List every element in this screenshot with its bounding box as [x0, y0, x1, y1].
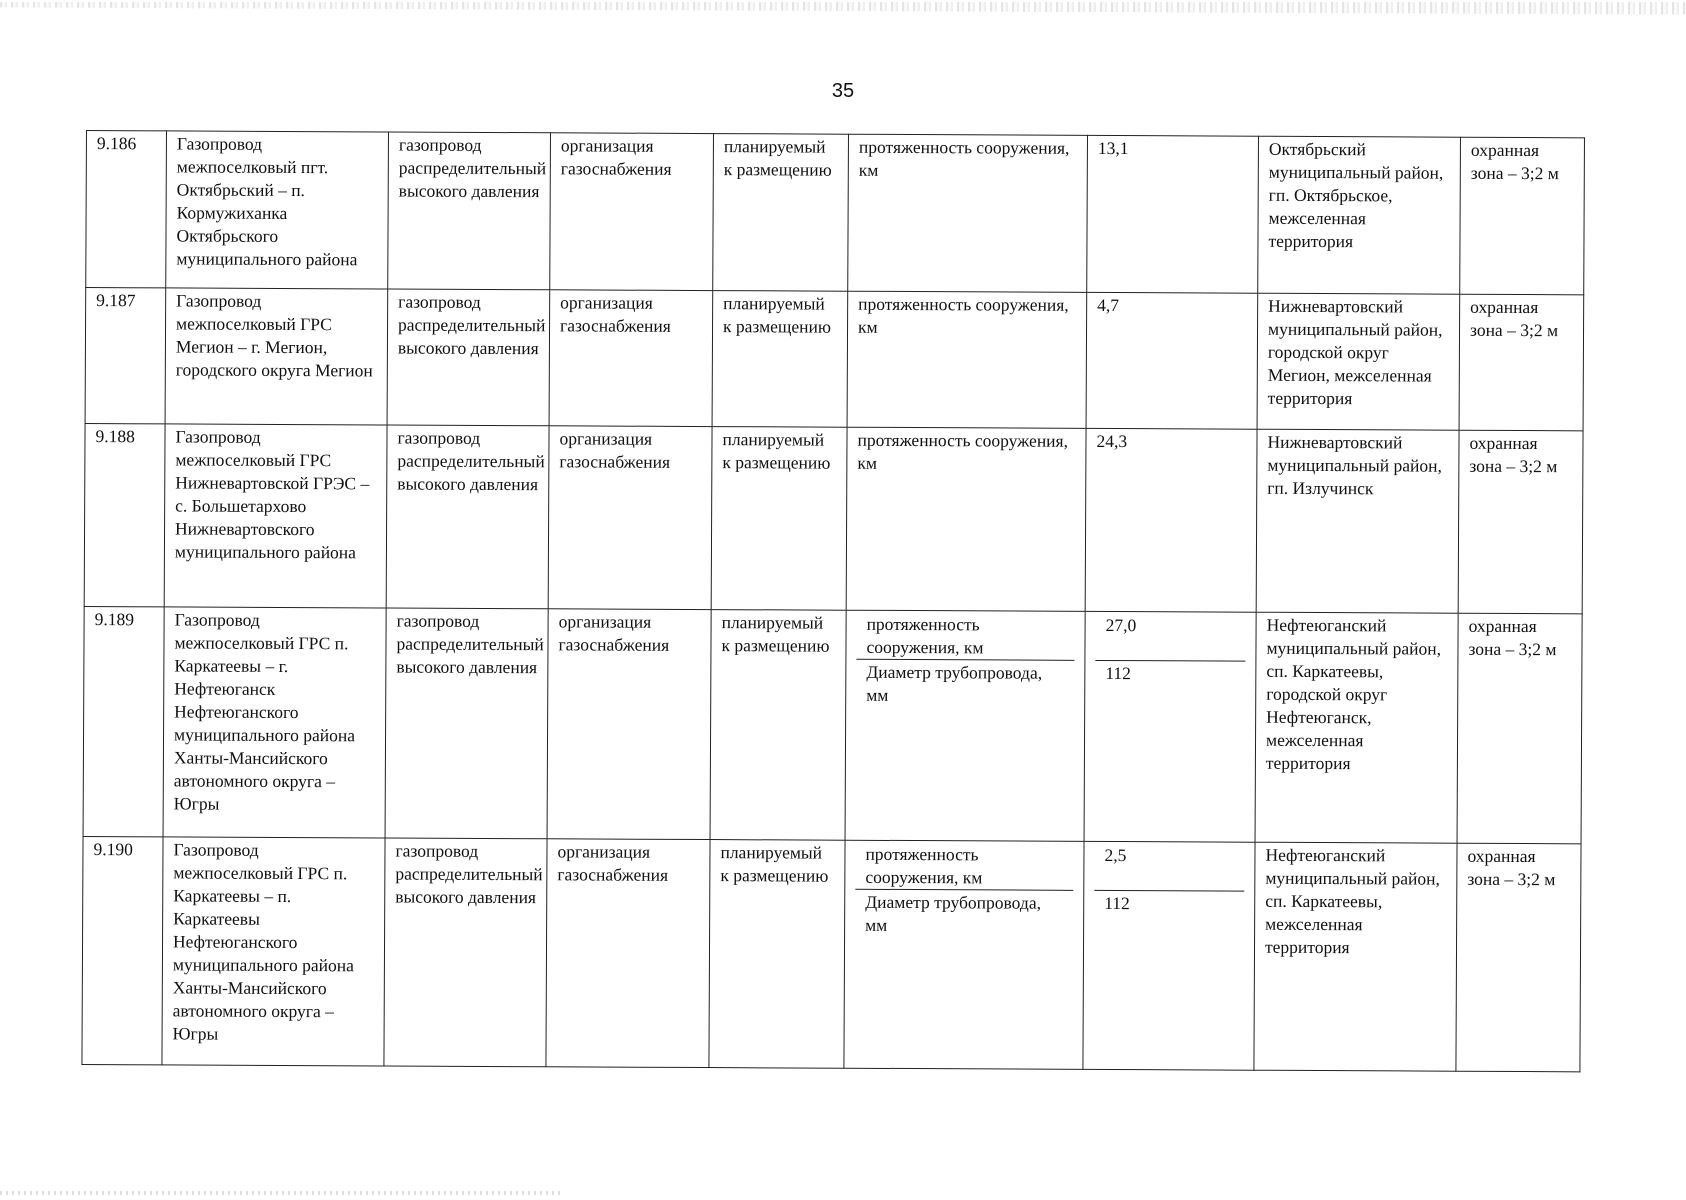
row-number: 9.189 [83, 606, 164, 836]
param-label-group [845, 610, 1085, 841]
param-value-group [1084, 611, 1256, 842]
object-purpose: организация газоснабжения [550, 133, 714, 291]
param-label: протяженность сооружения, км [856, 612, 1074, 661]
param-label: Диаметр трубопровода, мм [866, 661, 1043, 705]
object-status: планируемый к размещению [712, 291, 848, 428]
object-location: Октябрьский муниципальный район, гп. Октябрьское, межселенная территория [1258, 136, 1461, 294]
param-value: 13,1 [1087, 135, 1259, 293]
object-name: Газопровод межпоселковый ГРС Нижневартовской ГРЭС – с. Большетархово Нижневартовского муниципального района [164, 424, 387, 608]
object-status: планируемый к размещению [713, 134, 849, 292]
row-number: 9.188 [84, 423, 165, 606]
param-value: 4,7 [1086, 292, 1258, 429]
param-label: Диаметр трубопровода, мм [865, 891, 1042, 935]
param-value: 2,5 [1094, 843, 1244, 892]
param-label: протяженность сооружения, км [855, 842, 1073, 891]
object-name: Газопровод межпоселковый пгт. Октябрьский – п. Кормужиханка Октябрьского муниципального района [166, 131, 389, 289]
param-label: протяженность сооружения, км [848, 134, 1088, 292]
register-table [81, 130, 1585, 1072]
page-number: 35 [831, 80, 855, 102]
object-location: Нефтеюганский муниципальный район, сп. Каркатеевы, городской округ Нефтеюганск, межселенная территория [1255, 612, 1458, 843]
object-purpose: организация газоснабжения [547, 609, 711, 840]
row-number: 9.187 [85, 288, 166, 424]
object-type: газопровод распределительный высокого давления [387, 289, 550, 426]
param-value-group [1083, 841, 1255, 1070]
object-type: газопровод распределительный высокого давления [385, 608, 548, 839]
scan-edge-artifact-bottom [0, 1191, 560, 1195]
param-label: протяженность сооружения, км [846, 427, 1086, 611]
table-row [82, 836, 1581, 1071]
scan-edge-artifact-top [0, 2, 1686, 20]
table-row [83, 606, 1582, 843]
param-label-group [844, 840, 1084, 1069]
object-location: Нефтеюганский муниципальный район, сп. Каркатеевы, межселенная территория [1254, 842, 1457, 1071]
row-number: 9.186 [86, 131, 167, 288]
object-purpose: организация газоснабжения [546, 839, 710, 1068]
row-number: 9.190 [82, 836, 163, 1064]
object-type: газопровод распределительный высокого давления [388, 132, 551, 290]
protection-zone: охранная зона – 3;2 м [1456, 843, 1581, 1072]
protection-zone: охранная зона – 3;2 м [1460, 137, 1585, 295]
param-value: 27,0 [1095, 613, 1245, 662]
register-table-wrapper [81, 130, 1585, 1072]
param-value: 112 [1104, 892, 1130, 914]
object-status: планируемый к размещению [710, 610, 846, 841]
object-status: планируемый к размещению [711, 427, 847, 611]
object-location: Нижневартовский муниципальный район, городской округ Мегион, межселенная территория [1257, 293, 1460, 430]
table-row [86, 131, 1585, 295]
object-location: Нижневартовский муниципальный район, гп. Излучинск [1256, 429, 1459, 613]
protection-zone: охранная зона – 3;2 м [1459, 294, 1584, 431]
object-name: Газопровод межпоселковый ГРС Мегион – г. Мегион, городского округа Мегион [165, 288, 388, 425]
table-row [85, 288, 1584, 431]
protection-zone: охранная зона – 3;2 м [1458, 430, 1583, 614]
param-value: 24,3 [1085, 428, 1257, 612]
param-label: протяженность сооружения, км [847, 291, 1087, 428]
object-purpose: организация газоснабжения [548, 426, 712, 610]
object-type: газопровод распределительный высокого давления [386, 425, 549, 609]
object-name: Газопровод межпоселковый ГРС п. Каркатеевы – п. Каркатеевы Нефтеюганского муниципального района Ханты-Мансийского автономного округа – Югры [162, 837, 385, 1066]
object-type: газопровод распределительный высокого давления [384, 838, 547, 1067]
object-name: Газопровод межпоселковый ГРС п. Каркатеевы – г. Нефтеюганск Нефтеюганского муниципального района Ханты-Мансийского автономного округа – Югры [163, 607, 386, 838]
table-row [84, 423, 1583, 613]
protection-zone: охранная зона – 3;2 м [1457, 613, 1582, 844]
param-value: 112 [1105, 662, 1132, 684]
object-purpose: организация газоснабжения [549, 290, 713, 427]
object-status: планируемый к размещению [709, 840, 845, 1069]
